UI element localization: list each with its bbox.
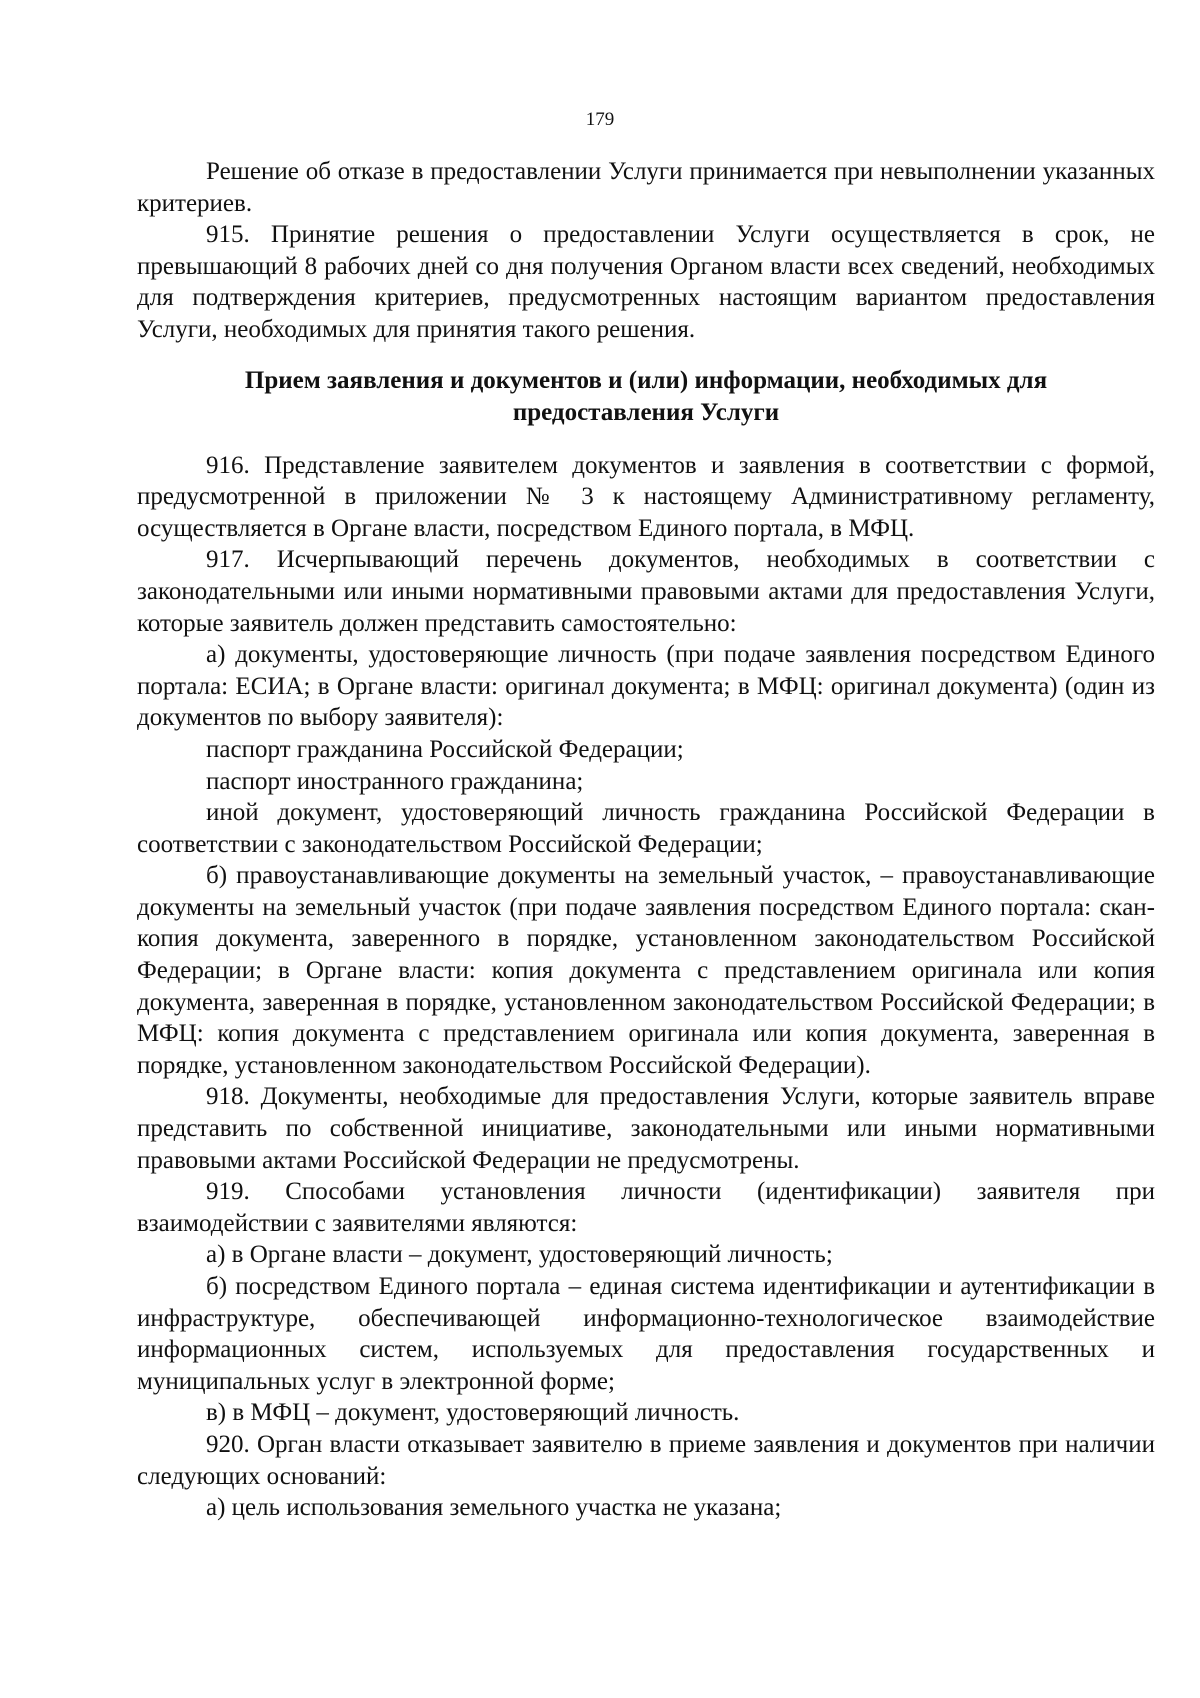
list-item-identity-documents: а) документы, удостоверяющие личность (при подаче заявления посредством Единого портала: ЕСИА; в Органе власти: оригинал документа; в МФЦ: оригинал документа) (один из документов по выбору заявителя):: [137, 641, 1155, 732]
document-body: [137, 156, 1155, 1524]
list-item-other-identity-document: иной документ, удостоверяющий личность гражданина Российской Федерации в соответствии с законодательством Российской Федерации;: [137, 799, 1155, 858]
list-item-title-documents: б) правоустанавливающие документы на земельный участок, – правоустанавливающие документы на земельный участок (при подаче заявления посредством Единого портала: скан-копия документа, заверенного в порядке, установленном законодательством Российской Федерации; в Органе власти: копия документа с представлением оригинала или копия документа, заверенная в порядке, установленном законодательством Российской Федерации; в МФЦ: копия документа с представлением оригинала или копия документа, заверенная в порядке, установленном законодательством Российской Федерации).: [137, 862, 1155, 1079]
paragraph-916: 916. Представление заявителем документов и заявления в соответствии с формой, предусмотренной в приложении № 3 к настоящему Административному регламенту, осуществляется в Органе власти, посредством Единого портала, в МФЦ.: [137, 451, 1155, 542]
list-item-authority-identification: а) в Органе власти – документ, удостоверяющий личность;: [206, 1241, 833, 1269]
paragraph-refusal-decision: Решение об отказе в предоставлении Услуги принимается при невыполнении указанных критериев.: [137, 158, 1155, 217]
paragraph-915: 915. Принятие решения о предоставлении Услуги осуществляется в срок, не превышающий 8 рабочих дней со дня получения Органом власти всех сведений, необходимых для подтверждения критериев, предусмотренных настоящим вариантом предоставления Услуги, необходимых для принятия такого решения.: [137, 221, 1155, 343]
list-item-mfc-identification: в) в МФЦ – документ, удостоверяющий личность.: [206, 1399, 740, 1427]
paragraph-920: 920. Орган власти отказывает заявителю в приеме заявления и документов при наличии следующих оснований:: [137, 1430, 1155, 1490]
page-number: 179: [585, 109, 615, 130]
list-item-land-purpose-missing: а) цель использования земельного участка не указана;: [206, 1494, 782, 1522]
list-item-foreign-passport: паспорт иностранного гражданина;: [206, 767, 584, 795]
list-item-russian-passport: паспорт гражданина Российской Федерации;: [206, 735, 684, 763]
paragraph-918: 918. Документы, необходимые для предоставления Услуги, которые заявитель вправе представить по собственной инициативе, законодательными или иными нормативными правовыми актами Российской Федерации не предусмотрены.: [137, 1083, 1155, 1174]
section-heading: Прием заявления и документов и (или) информации, необходимых для предоставления Услуги: [244, 366, 1048, 426]
list-item-portal-identification: б) посредством Единого портала – единая система идентификации и аутентификации в инфраструктуре, обеспечивающей информационно-технологическое взаимодействие информационных систем, используемых для предоставления государственных и муниципальных услуг в электронной форме;: [137, 1273, 1155, 1395]
paragraph-917: 917. Исчерпывающий перечень документов, необходимых в соответствии с законодательными или иными нормативными правовыми актами для предоставления Услуги, которые заявитель должен представить самостоятельно:: [137, 546, 1155, 637]
paragraph-919: 919. Способами установления личности (идентификации) заявителя при взаимодействии с заявителями являются:: [137, 1178, 1155, 1237]
